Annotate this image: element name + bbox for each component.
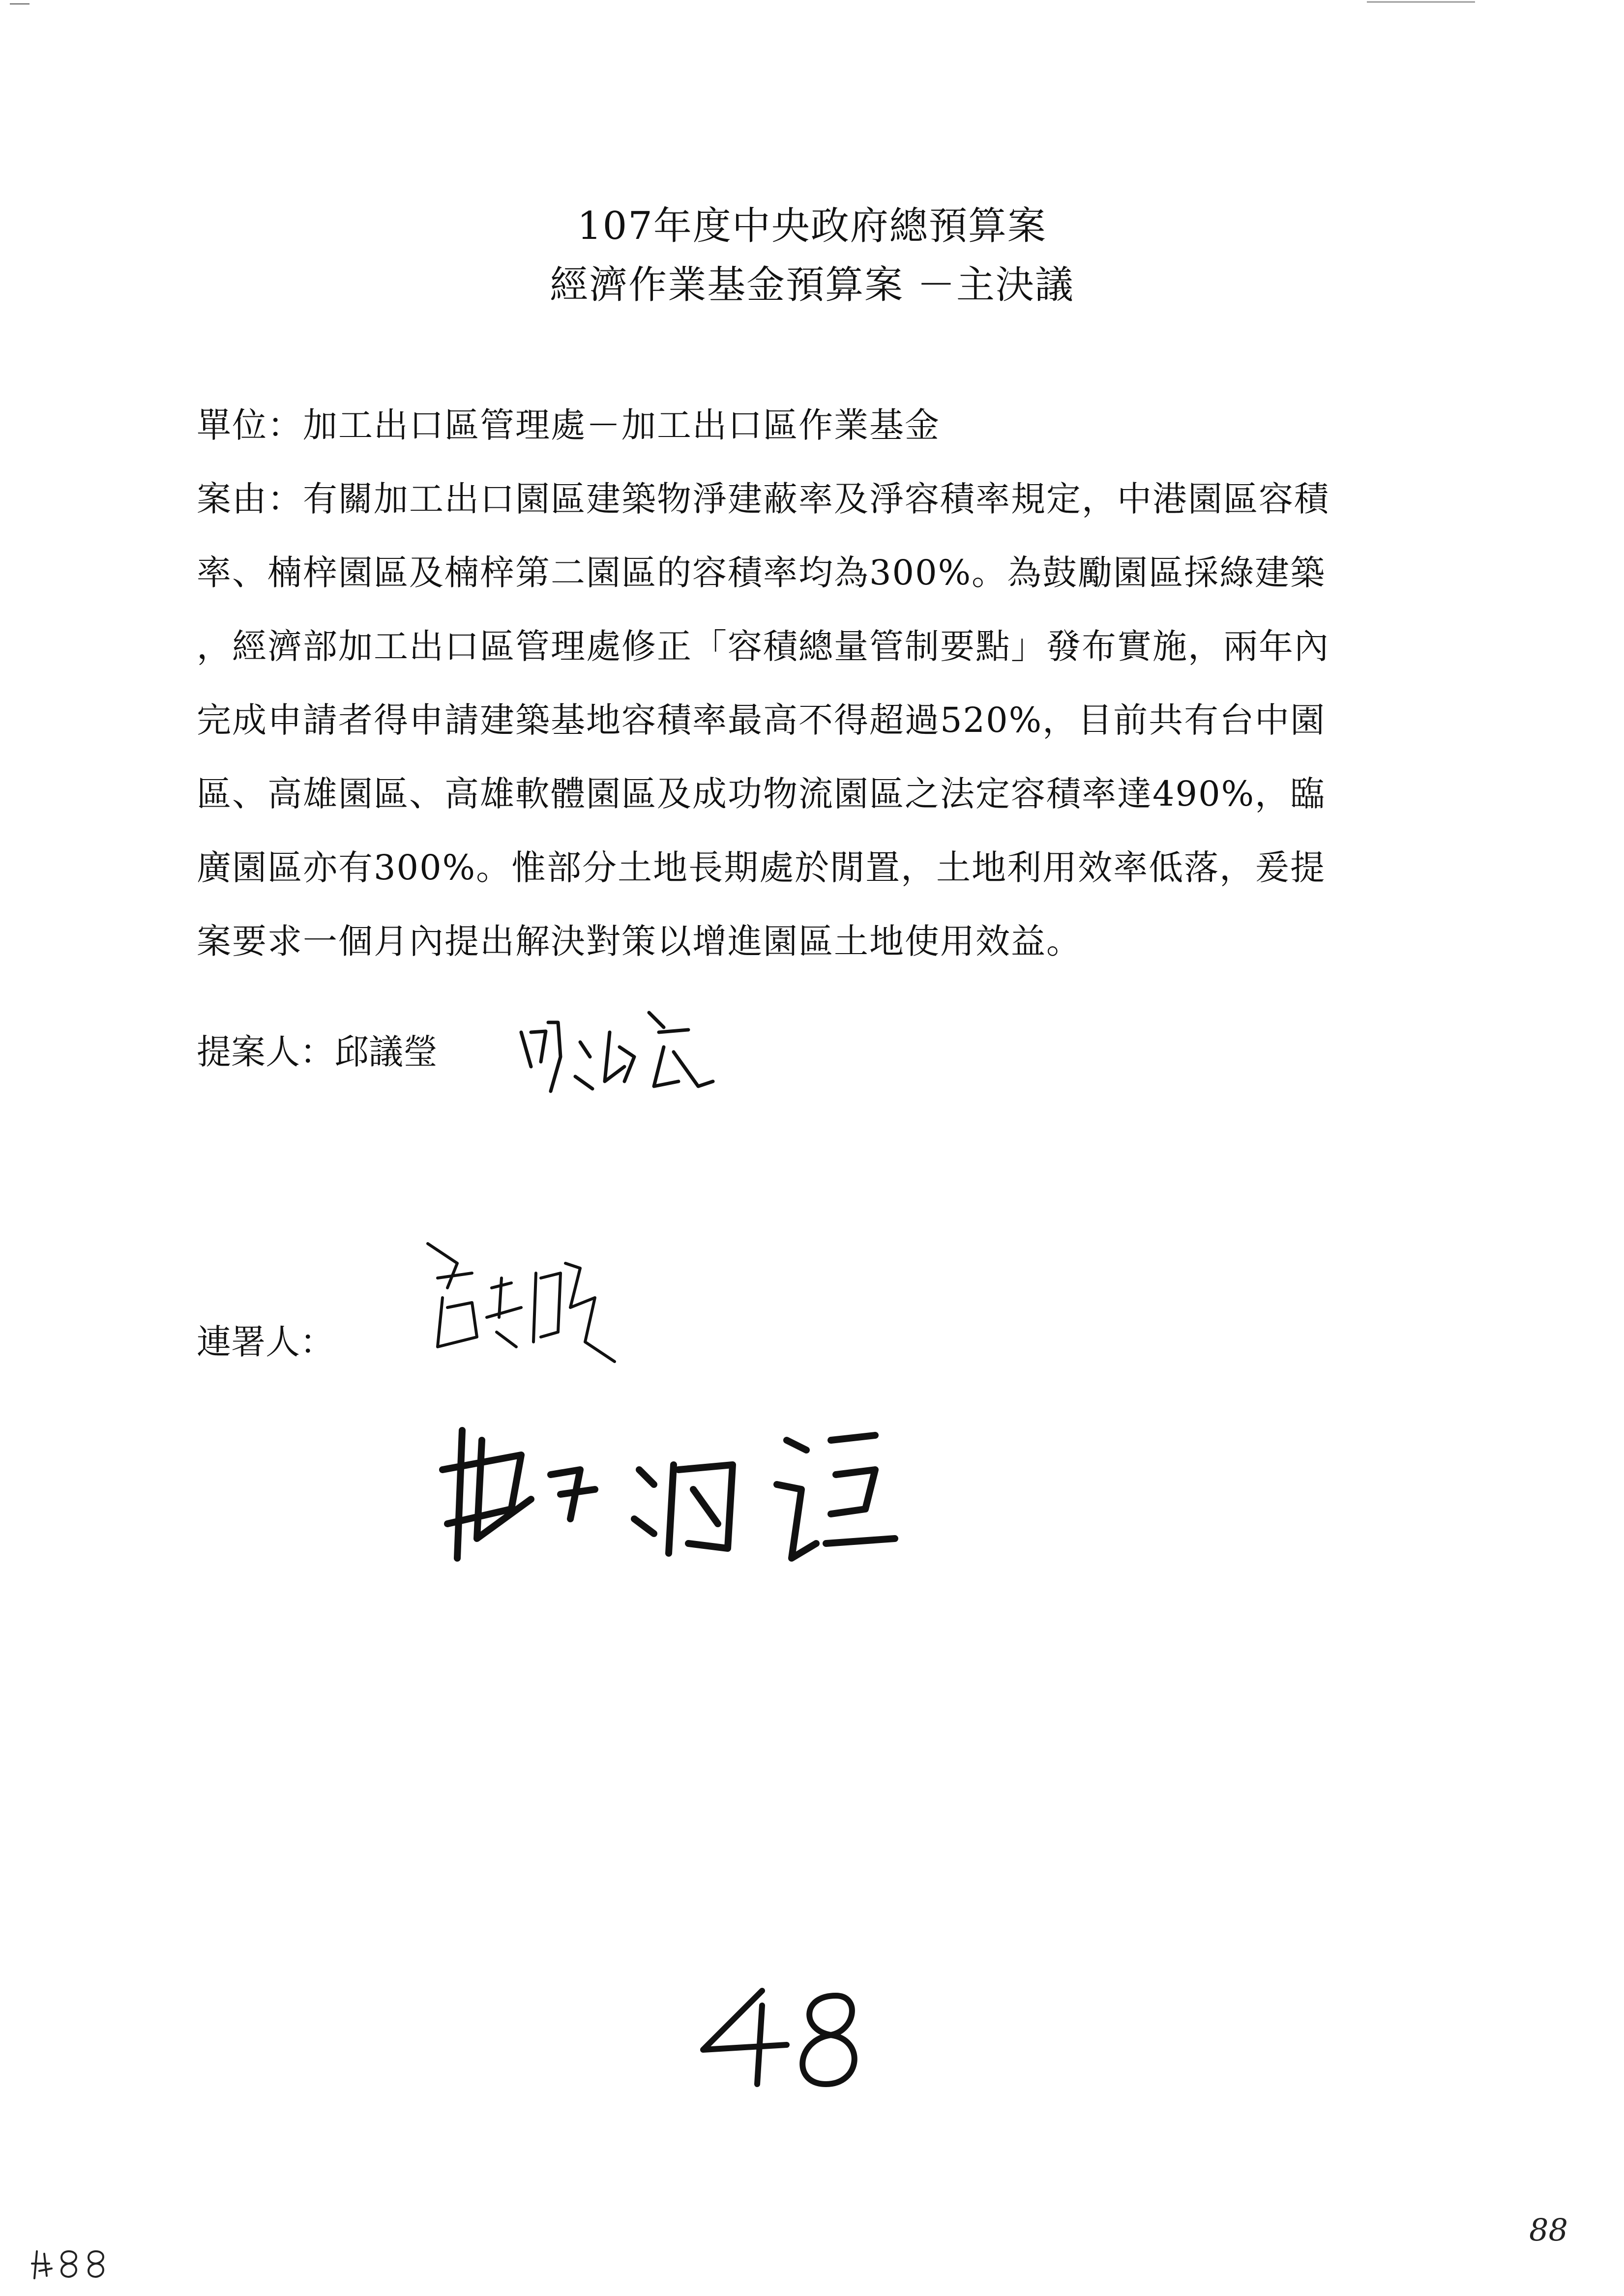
proposer-signature bbox=[511, 1003, 718, 1121]
proposer-label: 提案人：邱議瑩 bbox=[197, 1032, 438, 1072]
body-line: 案由：有關加工出口園區建築物淨建蔽率及淨容積率規定，中港園區容積 bbox=[197, 479, 1329, 519]
title-line-1: 107年度中央政府總預算案 bbox=[577, 204, 1047, 248]
corner-mark-left bbox=[30, 2241, 128, 2288]
body-line: 完成申請者得申請建築基地容積率最高不得超過520%，目前共有台中園 bbox=[197, 700, 1326, 740]
body-line: 區、高雄園區、高雄軟體園區及成功物流園區之法定容積率達490%，臨 bbox=[197, 774, 1326, 814]
corner-mark-right bbox=[1529, 2212, 1568, 2248]
cosigner-signature-2 bbox=[433, 1411, 924, 1588]
handwritten-page-number bbox=[688, 1976, 875, 2106]
title-line-2: 經濟作業基金預算案 －主決議 bbox=[550, 263, 1074, 307]
resolution-body bbox=[197, 388, 1446, 978]
cosigner-signature-1 bbox=[418, 1234, 629, 1381]
body-line: 廣園區亦有300%。惟部分土地長期處於閒置，土地利用效率低落，爰提 bbox=[197, 847, 1326, 888]
cosigner-label: 連署人： bbox=[197, 1322, 334, 1362]
scan-edge-marks bbox=[0, 0, 1624, 10]
body-line: ，經濟部加工出口區管理處修正「容積總量管制要點」發布實施，兩年內 bbox=[197, 626, 1329, 667]
corner-right-text: 88 bbox=[1529, 2212, 1568, 2248]
body-line: 率、楠梓園區及楠梓第二園區的容積率均為300%。為鼓勵園區採綠建築 bbox=[197, 552, 1326, 593]
body-line: 案要求一個月內提出解決對策以增進園區土地使用效益。 bbox=[197, 921, 1082, 961]
unit-line: 單位：加工出口區管理處－加工出口區作業基金 bbox=[197, 405, 940, 445]
